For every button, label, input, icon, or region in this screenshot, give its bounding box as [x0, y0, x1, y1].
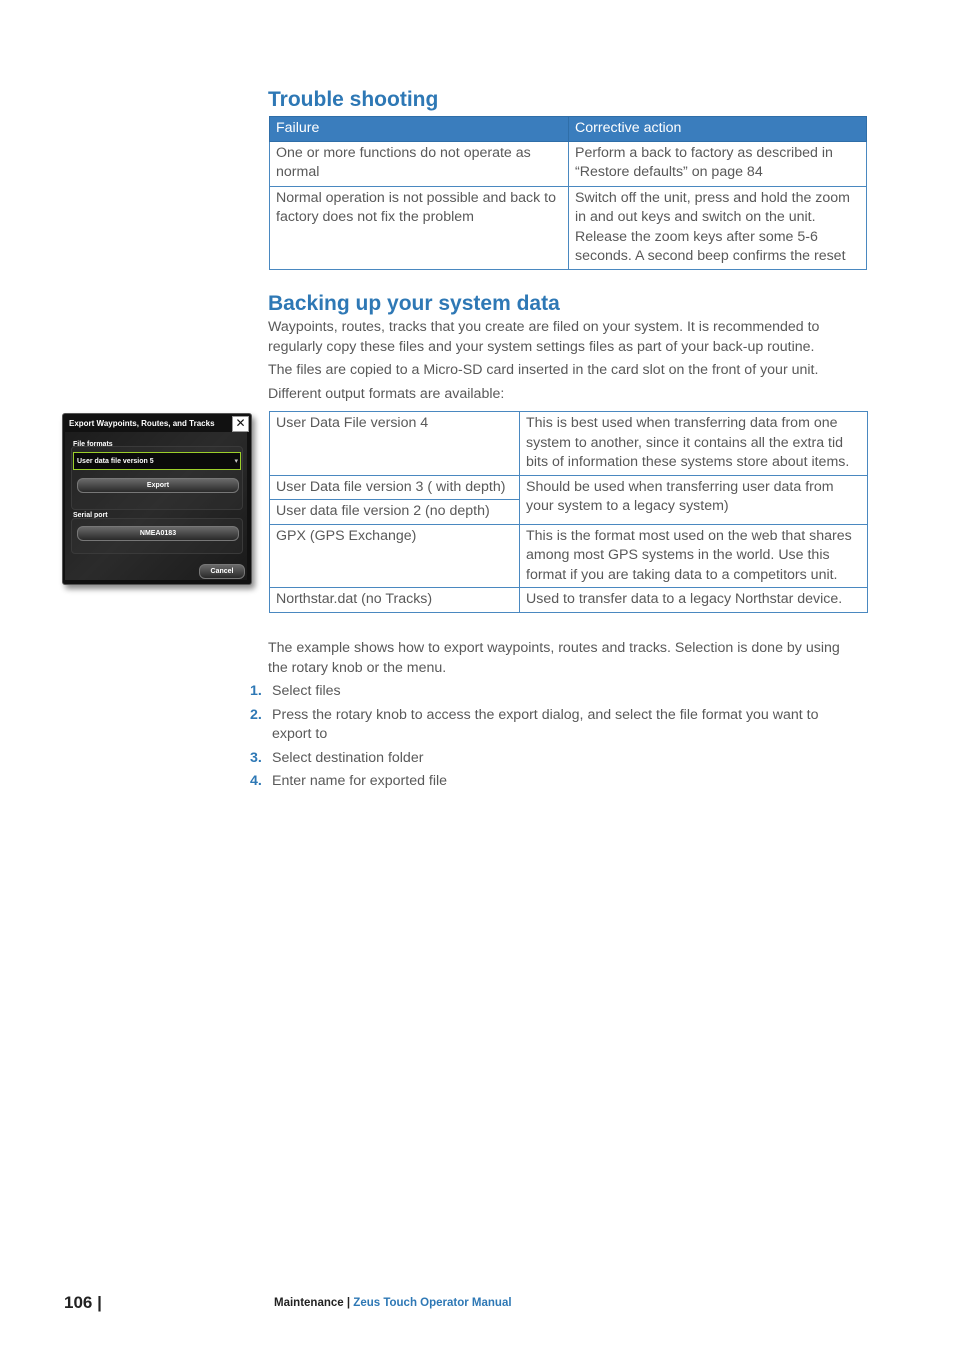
table-cell: Normal operation is not possible and back to factory does not fix the problem: [270, 186, 569, 269]
table-row: [270, 186, 867, 269]
formats-table: [269, 411, 868, 613]
trouble-heading: Trouble shooting: [268, 88, 439, 111]
table-row: [270, 475, 868, 500]
table-row: [270, 524, 868, 588]
example-paragraph: The example shows how to export waypoints, routes and tracks. Selection is done by using the rotary knob or the menu.: [268, 640, 840, 676]
format-description: This is the format most used on the web that shares among most GPS systems in the world. Use this format if you are taking data to a competitors unit.: [520, 524, 868, 588]
footer-section: Maintenance: [274, 1297, 344, 1309]
file-formats-label: File formats: [73, 441, 113, 448]
export-dialog: [62, 413, 252, 585]
footer-text: [274, 1297, 512, 1309]
file-format-select[interactable]: [73, 452, 241, 470]
list-item: [250, 706, 840, 745]
format-description: This is best used when transferring data from one system to another, since it contains all the extra tid bits of information these systems store about items.: [520, 412, 868, 476]
step-number: 1.: [250, 683, 262, 699]
serial-port-button[interactable]: NMEA0183: [77, 526, 239, 541]
step-number: 2.: [250, 706, 262, 723]
table-cell: Perform a back to factory as described in “Restore defaults” on page 84: [569, 141, 867, 186]
format-description: Should be used when transferring user data from your system to a legacy system): [520, 475, 868, 524]
backup-heading: Backing up your system data: [268, 292, 560, 315]
list-item: [250, 772, 840, 792]
backup-paragraph-2: The files are copied to a Micro-SD card inserted in the card slot on the front of your unit.: [268, 362, 819, 378]
step-text: Select destination folder: [272, 749, 424, 766]
table-cell: One or more functions do not operate as normal: [270, 141, 569, 186]
format-name: User Data file version 3 ( with depth): [270, 475, 520, 500]
steps-list: [250, 682, 840, 796]
cancel-button[interactable]: Cancel: [199, 564, 245, 579]
step-text: Press the rotary knob to access the export dialog, and select the file format you want to export to: [272, 706, 819, 742]
dialog-body: [65, 432, 247, 580]
header-failure: Failure: [270, 117, 569, 142]
table-row: [270, 141, 867, 186]
format-name: User Data File version 4: [270, 412, 520, 476]
backup-paragraph-3: Different output formats are available:: [268, 386, 505, 402]
format-name: User data file version 2 (no depth): [270, 500, 520, 525]
list-item: [250, 749, 840, 769]
serial-port-label: Serial port: [73, 512, 108, 519]
table-row: [270, 412, 868, 476]
step-number: 3.: [250, 749, 262, 766]
close-icon[interactable]: ✕: [232, 416, 249, 432]
table-row: [270, 588, 868, 613]
header-corrective-action: Corrective action: [569, 117, 867, 142]
format-name: GPX (GPS Exchange): [270, 524, 520, 588]
step-text: Select files: [272, 683, 341, 699]
footer-manual: Zeus Touch Operator Manual: [353, 1297, 512, 1309]
backup-paragraph-1: Waypoints, routes, tracks that you create are filed on your system. It is recommended to regularly copy these files and your system settings files as part of your back-up routine.: [268, 319, 820, 355]
export-button[interactable]: Export: [77, 478, 239, 493]
dialog-title: Export Waypoints, Routes, and Tracks: [69, 419, 215, 428]
format-name: Northstar.dat (no Tracks): [270, 588, 520, 613]
step-number: 4.: [250, 773, 262, 789]
table-header-row: [270, 117, 867, 142]
page-number: 106 |: [64, 1293, 102, 1312]
trouble-table: [269, 116, 867, 270]
table-cell: Switch off the unit, press and hold the zoom in and out keys and switch on the unit. Release the zoom keys after some 5-6 seconds. A second beep confirms the reset: [569, 186, 867, 269]
footer-separator: |: [346, 1297, 351, 1309]
selected-format: User data file version 5: [77, 458, 154, 465]
step-text: Enter name for exported file: [272, 773, 448, 789]
format-description: Used to transfer data to a legacy Northstar device.: [520, 588, 868, 613]
chevron-down-icon: ▾: [234, 458, 238, 465]
list-item: [250, 682, 840, 702]
